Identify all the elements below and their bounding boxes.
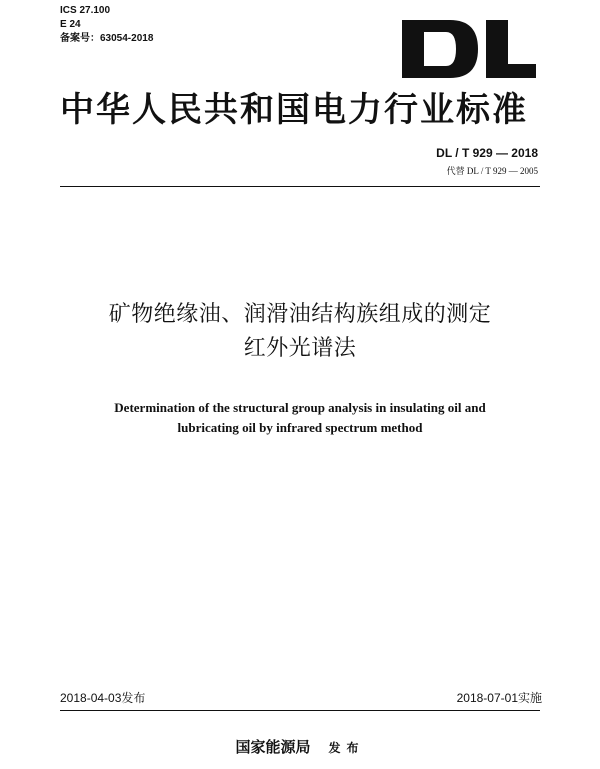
header-divider — [60, 186, 540, 187]
document-title-chinese — [40, 298, 560, 366]
standard-replaces: 代替 DL / T 929 — 2005 — [446, 166, 538, 176]
ics-code: ICS 27.100 — [60, 5, 111, 16]
title-en-line-2: lubricating oil by infrared spectrum method — [177, 420, 423, 435]
issue-date: 2018-04-03发布 — [60, 691, 146, 705]
issuer-verb: 发布 — [328, 741, 365, 755]
standard-number: DL / T 929 — 2018 — [436, 146, 538, 160]
implementation-date: 2018-07-01实施 — [456, 691, 542, 705]
title-en-line-1: Determination of the structural group analysis in insulating oil and — [114, 400, 486, 415]
title-cn-line-2: 红外光谱法 — [243, 336, 357, 361]
org-name: 中华人民共和国电力行业标准 — [60, 90, 528, 130]
title-cn-line-1: 矿物绝缘油、润滑油结构族组成的测定 — [108, 302, 492, 327]
issuer-name: 国家能源局 — [235, 739, 311, 756]
standard-meta-block — [60, 4, 153, 46]
dl-logo-icon — [398, 18, 538, 80]
issuer-line — [0, 736, 600, 757]
record-number: 备案号：63054-2018 — [60, 33, 154, 44]
footer-divider — [60, 710, 540, 711]
document-title-english — [40, 398, 560, 438]
category-code: E 24 — [60, 19, 81, 30]
